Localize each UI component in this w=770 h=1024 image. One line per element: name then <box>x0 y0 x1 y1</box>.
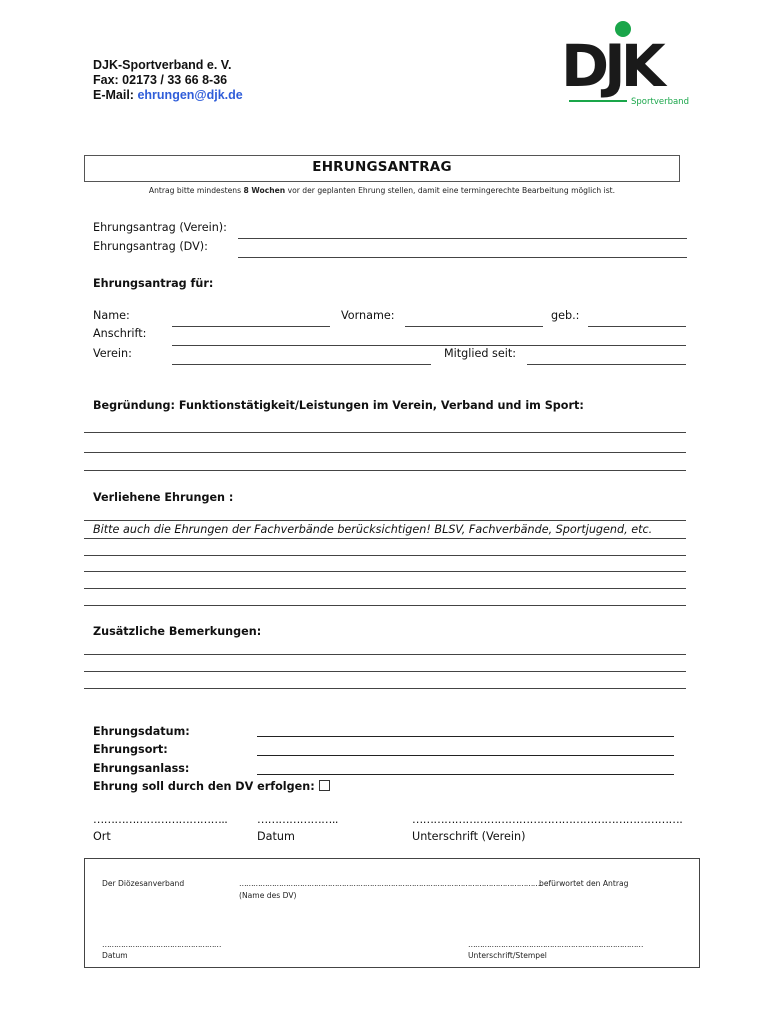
label-ehrungsort: Ehrungsort: <box>93 743 168 756</box>
label-ehrungsdatum: Ehrungsdatum: <box>93 725 190 738</box>
heading-begruendung: Begründung: Funktionstätigkeit/Leistungen im Verein, Verband und im Sport: <box>93 399 584 412</box>
label-ehrungsanlass: Ehrungsanlass: <box>93 762 190 775</box>
label-befuerwortet: befürwortet den Antrag <box>539 879 629 888</box>
deadline-note <box>84 186 680 195</box>
ehrungen-hint: Bitte auch die Ehrungen der Fachverbände berücksichtigen! BLSV, Fachverbände, Sportjugend, etc. <box>93 523 653 536</box>
dv-question <box>93 780 330 793</box>
dv-unterschrift-dots: ………………………………………………………………… <box>468 940 643 949</box>
field-bemerkungen-line[interactable] <box>84 671 686 672</box>
label-name: Name: <box>93 309 130 322</box>
note-text-1: Antrag bitte mindestens <box>148 186 244 195</box>
email-line <box>93 88 243 103</box>
dv-checkbox[interactable] <box>319 780 330 791</box>
form-title: EHRUNGSANTRAG <box>312 159 452 175</box>
field-anschrift[interactable] <box>172 345 686 346</box>
field-begruendung-line[interactable] <box>84 452 686 453</box>
field-ehrungsort[interactable] <box>257 755 674 756</box>
heading-antrag-fuer: Ehrungsantrag für: <box>93 277 214 290</box>
org-name: DJK-Sportverband e. V. <box>93 58 232 72</box>
unterschrift-dots: …………………………………………………………………. <box>412 813 683 826</box>
email-label: E-Mail: <box>93 88 134 102</box>
field-geb[interactable] <box>588 326 686 327</box>
svg-text:DJK: DJK <box>561 32 661 100</box>
label-geb: geb.: <box>551 309 580 322</box>
datum-dots: ………………….. <box>257 813 338 826</box>
field-verein[interactable] <box>172 364 431 365</box>
heading-verliehene-ehrungen: Verliehene Ehrungen : <box>93 491 234 504</box>
field-ehrungen-line[interactable] <box>84 555 686 556</box>
label-vorname: Vorname: <box>341 309 395 322</box>
label-antrag-verein: Ehrungsantrag (Verein): <box>93 221 227 234</box>
email-link[interactable]: ehrungen@djk.de <box>137 88 243 102</box>
field-ehrungen-line[interactable] <box>84 520 686 521</box>
field-ehrungen-line[interactable] <box>84 538 686 539</box>
field-ehrungen-line[interactable] <box>84 588 686 589</box>
label-unterschrift-verein: Unterschrift (Verein) <box>412 830 526 843</box>
label-mitglied-seit: Mitglied seit: <box>444 347 516 360</box>
field-ehrungsanlass[interactable] <box>257 774 674 775</box>
field-vorname[interactable] <box>405 326 543 327</box>
label-ort: Ort <box>93 830 111 843</box>
logo-subtitle: Sportverband <box>631 97 689 106</box>
field-bemerkungen-line[interactable] <box>84 654 686 655</box>
field-mitglied-seit[interactable] <box>527 364 686 365</box>
label-dv-unterschrift: Unterschrift/Stempel <box>468 951 547 960</box>
field-begruendung-line[interactable] <box>84 432 686 433</box>
field-ehrungen-line[interactable] <box>84 571 686 572</box>
label-datum: Datum <box>257 830 295 843</box>
field-name[interactable] <box>172 326 330 327</box>
note-text-2: vor der geplanten Ehrung stellen, damit eine termingerechte Bearbeitung möglich ist. <box>285 186 616 195</box>
ort-dots: ……………………………….. <box>93 813 228 826</box>
field-antrag-verein[interactable] <box>238 238 687 239</box>
dv-name-hint: (Name des DV) <box>239 891 297 900</box>
dv-datum-dots: …………………………………………… <box>102 940 221 949</box>
note-bold: 8 Wochen <box>243 186 286 195</box>
label-dv-datum: Datum <box>102 951 128 960</box>
dv-name-dots: …………………………………………………………………………………………………………………. <box>239 879 542 888</box>
label-dioezesanverband: Der Diözesanverband <box>102 879 185 888</box>
field-bemerkungen-line[interactable] <box>84 688 686 689</box>
field-ehrungsdatum[interactable] <box>257 736 674 737</box>
label-antrag-dv: Ehrungsantrag (DV): <box>93 240 208 253</box>
field-begruendung-line[interactable] <box>84 470 686 471</box>
fax-number: Fax: 02173 / 33 66 8-36 <box>93 73 228 87</box>
dv-approval-box <box>84 858 700 968</box>
label-dv-erfolgen: Ehrung soll durch den DV erfolgen: <box>93 780 315 793</box>
label-anschrift: Anschrift: <box>93 327 147 340</box>
field-ehrungen-line[interactable] <box>84 605 686 606</box>
label-verein: Verein: <box>93 347 132 360</box>
djk-logo <box>559 20 689 106</box>
heading-bemerkungen: Zusätzliche Bemerkungen: <box>93 625 262 638</box>
field-antrag-dv[interactable] <box>238 257 687 258</box>
